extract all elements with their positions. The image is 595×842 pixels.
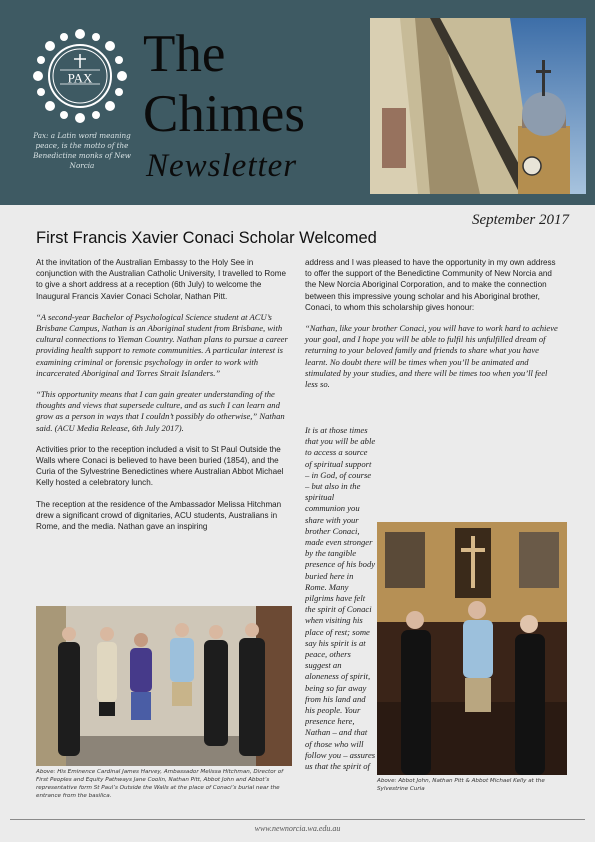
paragraph: The reception at the residence of the Ambassador Melissa Hitchman drew a significant crowd of dignitaries, ACU students, Australians in Rome, and the media. Nathan gave an inspiring	[36, 499, 282, 532]
quote: “Nathan, like your brother Conaci, you will have to work hard to achieve your goal, and I hope you will be able to fulfil his unfulfilled dream of returning to your beloved family and friends to share what you have learnt. No doubt there will be times when you’ll be animated and stimulated by your studies, and there will be times too when you’ll feel less so.	[305, 323, 558, 390]
caption-photo-1: Above: His Eminence Cardinal James Harvey, Ambassador Melissa Hitchman, Director of First Peoples and Equity Pathways Jane Coolin, Nathan Pitt, Abbot John and Abbot’s representative form St Paul’s Outside the Walls at the place of Conaci’s burial near the entrance from the basilica.	[36, 769, 284, 799]
tagline: Pax: a Latin word meaning peace, is the motto of the Benedictine monks of New Norcia	[33, 131, 131, 170]
footer-url[interactable]: www.newnorcia.wa.edu.au	[254, 824, 341, 833]
title-newsletter: Newsletter	[146, 148, 298, 184]
right-column	[305, 257, 561, 400]
title-chimes: Chimes	[143, 85, 305, 143]
title-the: The	[143, 25, 226, 83]
photo-abbots-at-sylvestrine-curia	[377, 522, 567, 775]
paragraph: address and I was pleased to have the opportunity in my own address to offer the support of the Benedictine Community of New Norcia and the New Norcia Aboriginal Corporation, and to make the connection between this impressive young scholar and his Aboriginal brother, Conaci, to whom this scholarship gives honour:	[305, 258, 556, 312]
paragraph: At the invitation of the Australian Embassy to the Holy See in conjunction with the Australian Catholic University, I travelled to Rome to give a short address at a reception (6th July) to welcome the Inaugural Francis Xavier Conaci Scholar, Nathan Pitt.	[36, 258, 286, 301]
paragraph: Activities prior to the reception included a visit to St Paul Outside the Walls where Conaci is believed to have been buried (1854), and the Curia of the Sylvestrine Benedictines where Australian Abbot Michael Kelly hosted a celebratory lunch.	[36, 444, 284, 488]
issue-date: September 2017	[471, 212, 569, 228]
quote: “A second-year Bachelor of Psychological Science student at ACU’s Brisbane Campus, Nathan is an Aboriginal student from Brisbane, with cultural connections to Yieman Country. Nathan plans to pursue a career providing health support to remote communities. A particular interest is examining criminal or forensic psychology in order to work with incarcerated Aboriginal and Torres Strait Islanders.”	[36, 311, 288, 378]
footer-rule	[10, 819, 585, 820]
masthead	[0, 0, 595, 205]
quote: It is at those times that you will be able to access a source of spiritual support – in God, of course – but also in the spiritual communion you share with your brother Conaci, made even stronger by the tangible presence of his body buried here in Rome. Many pilgrims have felt the spirit of Conaci when visiting his place of rest; some say his spirit is at peace, others suggest an aloneness of spirit, being so far away from his land and his people. Your presence here, Nathan – and that of those who will follow you – assures us that the spirit of	[305, 425, 376, 772]
pax-wreath-logo	[30, 26, 130, 126]
header-photo-church-bell-tower	[370, 18, 586, 194]
group-photo-at-conaci-burial	[36, 606, 292, 766]
left-column	[36, 257, 290, 542]
caption-photo-2: Above: Abbot John, Nathan Pitt & Abbot Michael Kelly at the Sylvestrine Curia	[377, 778, 545, 792]
article-headline: First Francis Xavier Conaci Scholar Welcomed	[36, 229, 377, 247]
logo-text: PAX	[67, 70, 93, 86]
wrap-spacer	[376, 425, 561, 522]
quote: “This opportunity means that I can gain greater understanding of the thoughts and views that supersede culture, and as such I can learn and grow as a person in ways that I couldn’t possibly do otherwise,” Nathan said. (ACU Media Release, 6th July 2017).	[36, 389, 285, 433]
